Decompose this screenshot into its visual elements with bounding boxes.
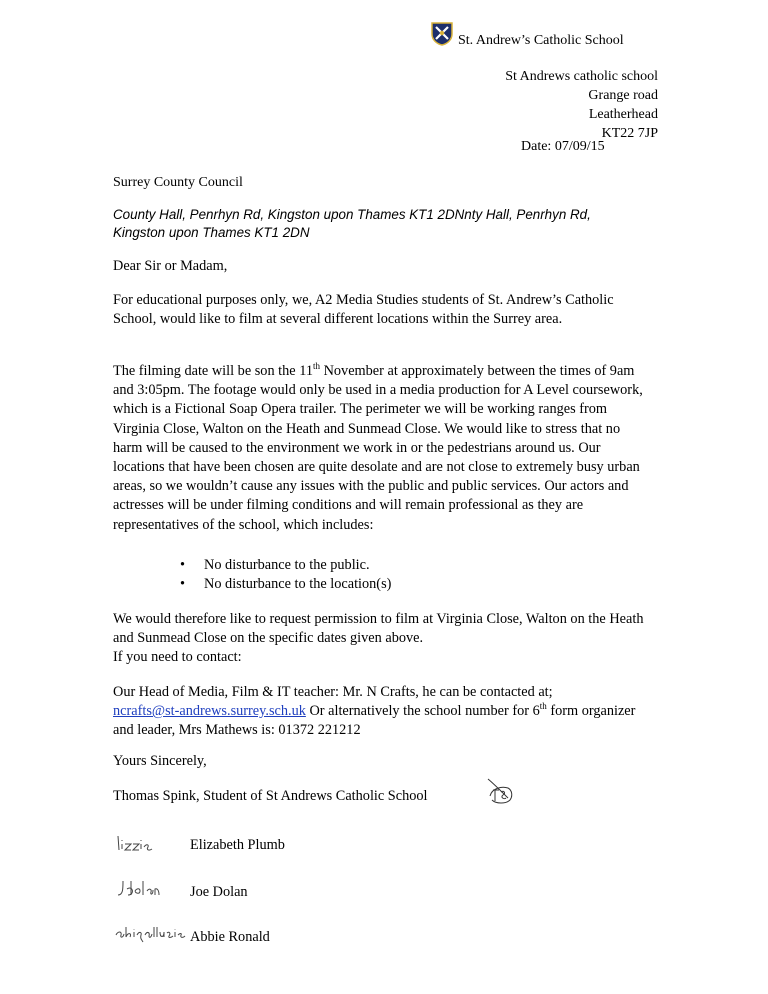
letter-date: Date: 07/09/15 <box>521 139 605 154</box>
text-span: Or alternatively the school number for 6 <box>305 703 540 720</box>
paragraph-purpose: For educational purposes only, we, A2 Media Studies students of St. Andrew’s Catholic School, would like to film at several different locations within the Surrey area. <box>113 292 614 328</box>
recipient-address: County Hall, Penrhyn Rd, Kingston upon Thames KT1 2DNnty Hall, Penrhyn Rd, Kingston upon Thames KT1 2DN <box>113 207 591 240</box>
signatory-name: Elizabeth Plumb <box>190 837 285 853</box>
conditions-list <box>180 556 391 594</box>
list-item: • No disturbance to the location(s) <box>180 575 391 594</box>
address-line: KT22 7JP <box>601 126 658 141</box>
school-name: St. Andrew’s Catholic School <box>458 33 624 48</box>
list-item: • No disturbance to the public. <box>180 556 391 575</box>
signature-abigaillucie <box>113 921 187 943</box>
signature-ts <box>482 776 518 808</box>
school-crest <box>431 22 453 46</box>
paragraph-request: We would therefore like to request permission to film at Virginia Close, Walton on the Heath and Sunmead Close on the specific dates given above. <box>113 611 644 647</box>
signature-lizzie <box>115 832 157 858</box>
signatory-name: Abbie Ronald <box>190 929 270 945</box>
signatory-name: Joe Dolan <box>190 884 248 900</box>
superscript: th <box>539 701 547 712</box>
salutation: Dear Sir or Madam, <box>113 258 228 274</box>
text-span: The filming date will be son the 11 <box>113 363 313 379</box>
recipient-name: Surrey County Council <box>113 175 243 190</box>
superscript: th <box>312 361 320 372</box>
paragraph-details <box>113 362 653 535</box>
address-line: Grange road <box>588 88 658 103</box>
closing: Yours Sincerely, <box>113 753 207 769</box>
text-span: Our Head of Media, Film & IT teacher: Mr. N Crafts, he can be contacted at; <box>113 684 553 700</box>
text-span: form organizer and leader, Mrs Mathews is: 01372 221212 <box>113 703 636 739</box>
main-signatory: Thomas Spink, Student of St Andrews Catholic School <box>113 788 428 804</box>
address-line: Leatherhead <box>588 107 658 122</box>
sender-address <box>420 67 658 143</box>
contact-line: If you need to contact: <box>113 649 242 665</box>
email-link[interactable]: ncrafts@st-andrews.surrey.sch.uk <box>113 703 306 720</box>
signature-jdolan <box>115 877 161 903</box>
text-span: November at approximately between the times of 9am and 3:05pm. The footage would only be used in a media production for A Level coursework, which is a Fictional Soap Opera trailer. The perimeter we will be working ranges from Virginia Close, Walton on the Heath and Sunmead Close. We would like to stress that no harm will be caused to the environment we work in or the pedestrians around us. Our locations that have been chosen are quite desolate and are not close to extremely busy urban areas, so we wouldn’t cause any issues with the public and public services. Our actors and actresses will be under filming conditions and will remain professional as they are representatives of the school, which includes: <box>113 363 643 533</box>
paragraph-contact <box>113 683 653 741</box>
address-line: St Andrews catholic school <box>505 69 658 84</box>
